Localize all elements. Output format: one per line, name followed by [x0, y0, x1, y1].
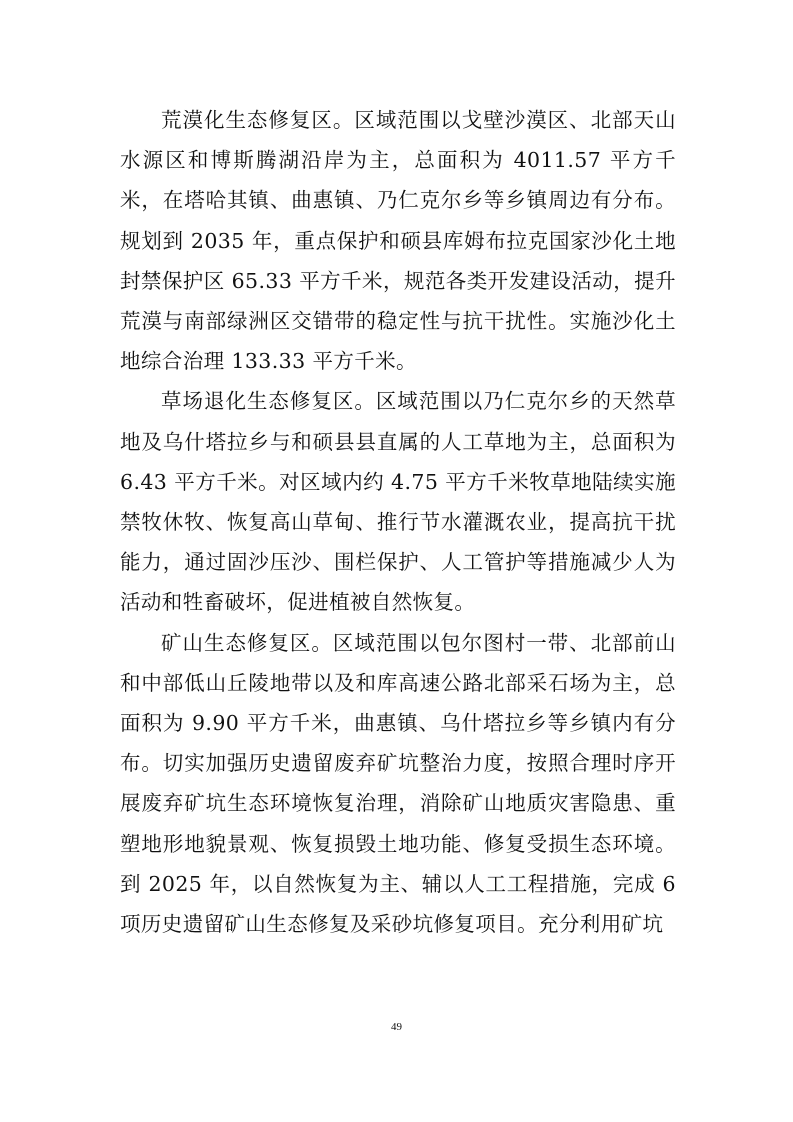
page-number: 49	[391, 1021, 402, 1033]
paragraph-grassland-restoration: 草场退化生态修复区。区域范围以乃仁克尔乡的天然草地及乌什塔拉乡与和硕县县直属的人工草地为主，总面积为 6.43 平方千米。对区域内约 4.75 平方千米牧草地陆续实施禁牧休牧、恢复高山草甸、推行节水灌溉农业，提高抗干扰能力，通过固沙压沙、围栏保护、人工管护等措施减少人为活动和牲畜破坏，促进植被自然恢复。	[120, 389, 676, 615]
paragraph-desertification-restoration: 荒漠化生态修复区。区域范围以戈壁沙漠区、北部天山水源区和博斯腾湖沿岸为主，总面积为 4011.57 平方千米，在塔哈其镇、曲惠镇、乃仁克尔乡等乡镇周边有分布。规划到 2035 年，重点保护和硕县库姆布拉克国家沙化土地封禁保护区 65.33 平方千米，规范各类开发建设活动，提升荒漠与南部绿洲区交错带的稳定性与抗干扰性。实施沙化土地综合治理 133.33 平方千米。	[120, 108, 676, 374]
paragraph-mine-restoration: 矿山生态修复区。区域范围以包尔图村一带、北部前山和中部低山丘陵地带以及和库高速公路北部采石场为主，总面积为 9.90 平方千米，曲惠镇、乌什塔拉乡等乡镇内有分布。切实加强历史遗留废弃矿坑整治力度，按照合理时序开展废弃矿坑生态环境恢复治理，消除矿山地质灾害隐患、重塑地形地貌景观、恢复损毁土地功能、修复受损生态环境。到 2025 年，以自然恢复为主、辅以人工工程措施，完成 6 项历史遗留矿山生态修复及采砂坑修复项目。充分利用矿坑	[120, 630, 676, 937]
body-text	[120, 100, 676, 944]
